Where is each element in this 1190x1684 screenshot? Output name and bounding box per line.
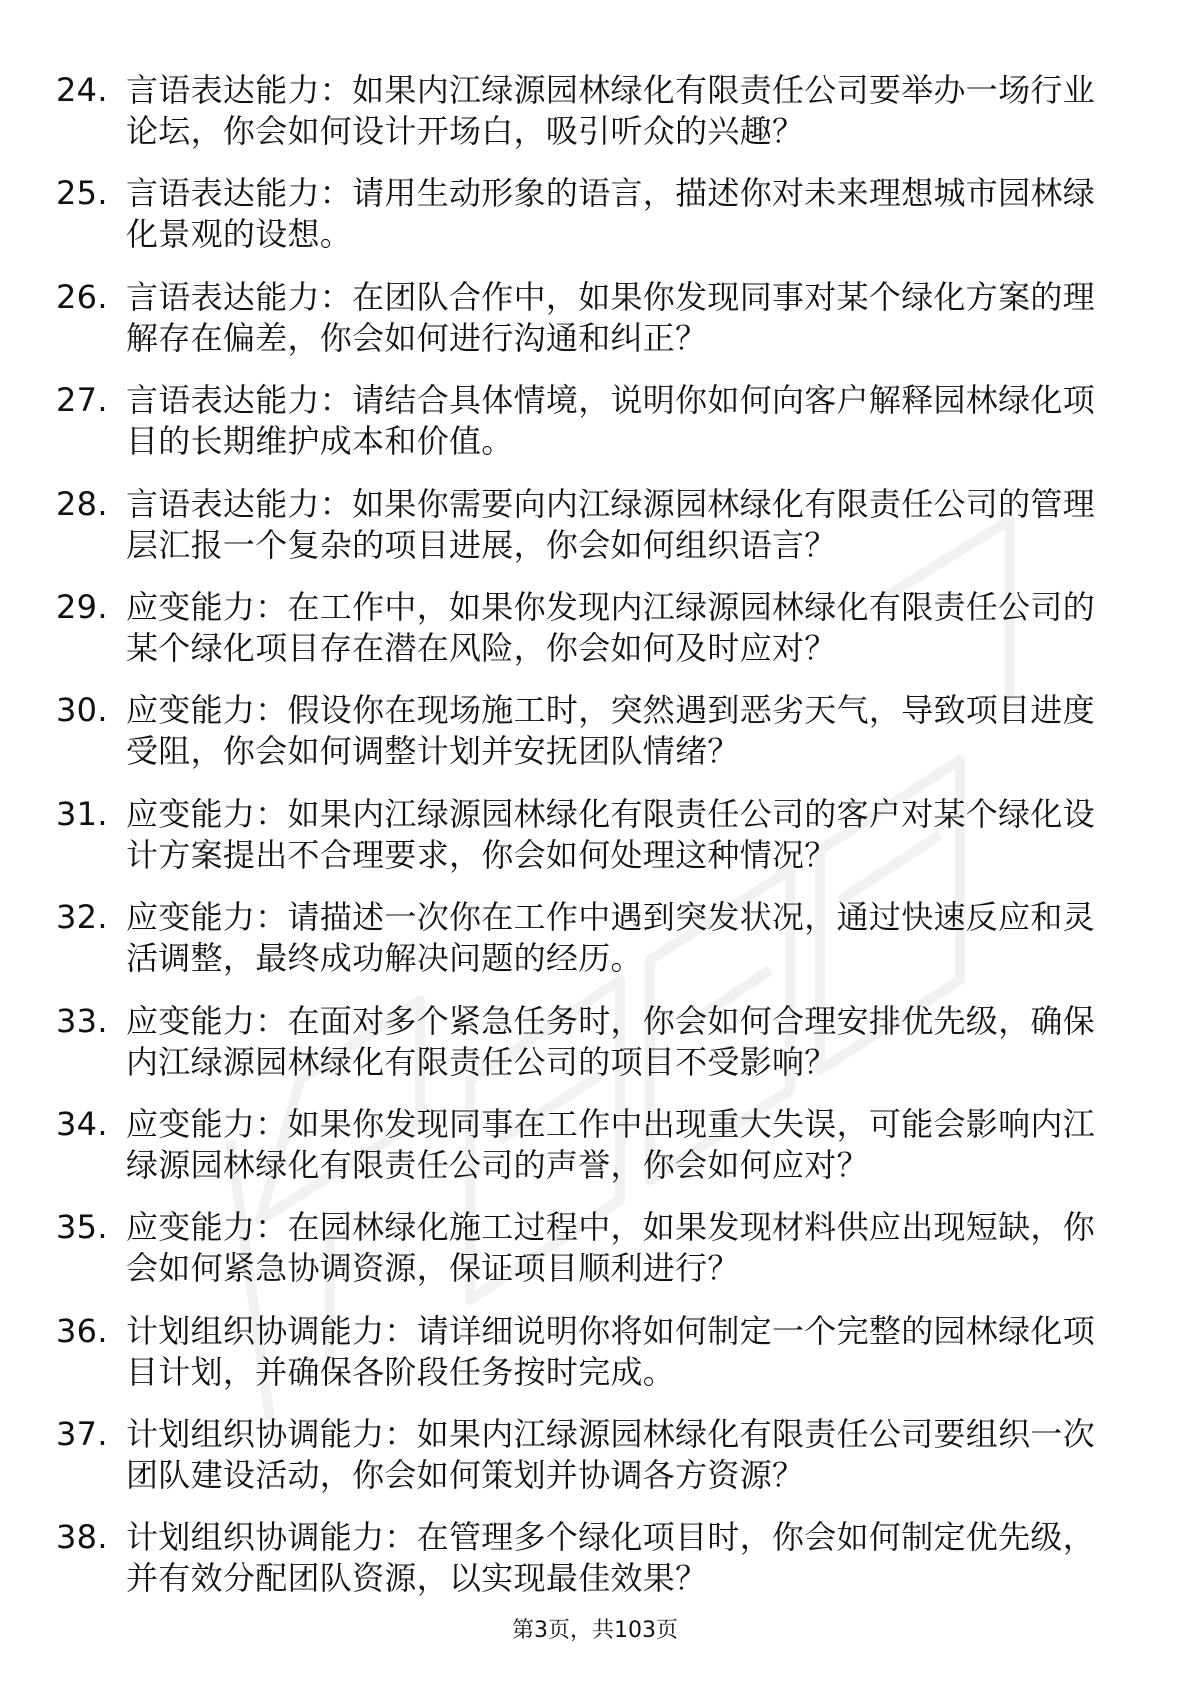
question-item xyxy=(56,1104,1126,1186)
question-text: 应变能力：在园林绿化施工过程中，如果发现材料供应出现短缺，你会如何紧急协调资源，保证项目顺利进行？ xyxy=(126,1208,1096,1288)
question-item xyxy=(56,1207,1126,1289)
question-item xyxy=(56,1414,1126,1496)
question-text: 计划组织协调能力：如果内江绿源园林绿化有限责任公司要组织一次团队建设活动，你会如何策划并协调各方资源？ xyxy=(126,1415,1096,1495)
question-item xyxy=(56,173,1126,255)
question-list xyxy=(56,70,1126,1621)
question-item xyxy=(56,277,1126,359)
question-number: 30. xyxy=(56,691,108,730)
question-number: 32. xyxy=(56,898,108,937)
question-number: 28. xyxy=(56,484,108,523)
question-item xyxy=(56,690,1126,772)
page-footer: 第3页，共103页 xyxy=(512,1618,678,1643)
question-item xyxy=(56,794,1126,876)
question-number: 27. xyxy=(56,381,108,420)
question-number: 36. xyxy=(56,1311,108,1350)
question-item xyxy=(56,380,1126,462)
question-number: 26. xyxy=(56,277,108,316)
question-text: 应变能力：在面对多个紧急任务时，你会如何合理安排优先级，确保内江绿源园林绿化有限责任公司的项目不受影响？ xyxy=(126,1001,1096,1081)
question-item xyxy=(56,1311,1126,1393)
question-number: 29. xyxy=(56,587,108,626)
question-text: 言语表达能力：如果你需要向内江绿源园林绿化有限责任公司的管理层汇报一个复杂的项目进展，你会如何组织语言？ xyxy=(126,484,1096,564)
question-number: 33. xyxy=(56,1001,108,1040)
question-number: 35. xyxy=(56,1208,108,1247)
question-number: 24. xyxy=(56,71,108,109)
question-item xyxy=(56,70,1126,152)
question-text: 应变能力：请描述一次你在工作中遇到突发状况，通过快速反应和灵活调整，最终成功解决问题的经历。 xyxy=(126,898,1096,978)
question-number: 38. xyxy=(56,1518,108,1557)
question-text: 应变能力：如果你发现同事在工作中出现重大失误，可能会影响内江绿源园林绿化有限责任公司的声誉，你会如何应对？ xyxy=(126,1104,1096,1184)
question-text: 应变能力：在工作中，如果你发现内江绿源园林绿化有限责任公司的某个绿化项目存在潜在风险，你会如何及时应对？ xyxy=(126,587,1096,667)
question-item xyxy=(56,897,1126,979)
question-text: 言语表达能力：请结合具体情境，说明你如何向客户解释园林绿化项目的长期维护成本和价值。 xyxy=(126,381,1096,461)
question-text: 计划组织协调能力：请详细说明你将如何制定一个完整的园林绿化项目计划，并确保各阶段任务按时完成。 xyxy=(126,1311,1096,1391)
question-text: 言语表达能力：如果内江绿源园林绿化有限责任公司要举办一场行业论坛，你会如何设计开场白，吸引听众的兴趣？ xyxy=(126,71,1096,150)
question-text: 言语表达能力：请用生动形象的语言，描述你对未来理想城市园林绿化景观的设想。 xyxy=(126,174,1096,254)
question-text: 应变能力：如果内江绿源园林绿化有限责任公司的客户对某个绿化设计方案提出不合理要求，你会如何处理这种情况？ xyxy=(126,794,1096,874)
question-text: 计划组织协调能力：在管理多个绿化项目时，你会如何制定优先级，并有效分配团队资源，以实现最佳效果？ xyxy=(126,1518,1096,1598)
question-item xyxy=(56,587,1126,669)
question-number: 37. xyxy=(56,1415,108,1454)
question-text: 应变能力：假设你在现场施工时，突然遇到恶劣天气，导致项目进度受阻，你会如何调整计划并安抚团队情绪？ xyxy=(126,691,1096,771)
question-number: 34. xyxy=(56,1104,108,1143)
question-item xyxy=(56,1001,1126,1083)
question-item xyxy=(56,484,1126,566)
question-number: 31. xyxy=(56,794,108,833)
question-number: 25. xyxy=(56,174,108,213)
question-text: 言语表达能力：在团队合作中，如果你发现同事对某个绿化方案的理解存在偏差，你会如何进行沟通和纠正？ xyxy=(126,277,1096,357)
question-item xyxy=(56,1517,1126,1599)
